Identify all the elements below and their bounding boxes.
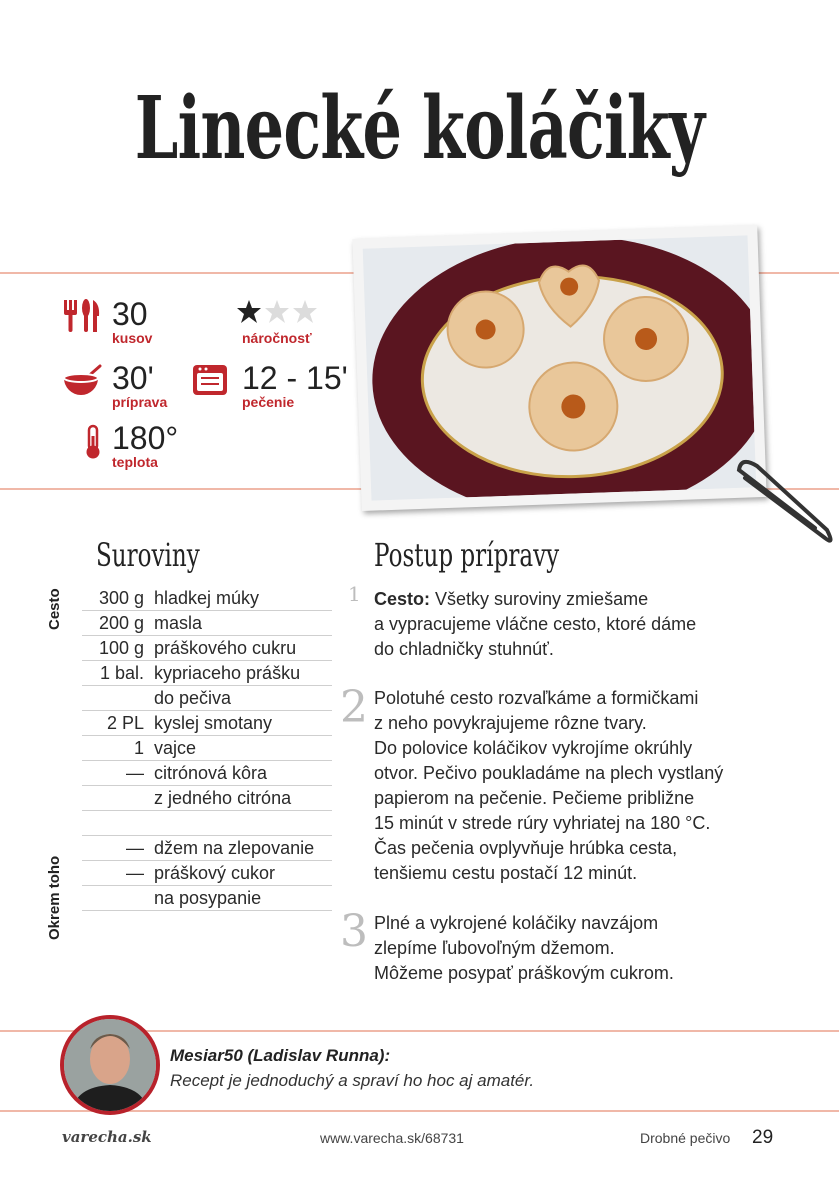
step-number-2: 2 <box>340 682 368 733</box>
bake-label: pečenie <box>242 394 295 410</box>
temp-label: teplota <box>112 454 158 470</box>
pieces-value: 30 <box>112 296 148 332</box>
step-2-line: Čas pečenia ovplyvňuje hrúbka cesta, <box>374 838 678 858</box>
ingredient-name: džem na zlepovanie <box>154 838 315 858</box>
ingredient-name: citrónová kôra <box>154 763 268 783</box>
ingredient-name: kypriaceho prášku <box>154 663 301 683</box>
ingredient-row <box>82 836 332 861</box>
ingredient-quantity: 1 bal. <box>99 663 144 683</box>
step-3-line: Plné a vykrojené koláčiky navzájom <box>374 913 659 933</box>
ingredient-row <box>82 886 332 911</box>
ingredient-row <box>82 686 332 711</box>
step-2-line: Polotuhé cesto rozvaľkáme a formičkami <box>374 688 699 708</box>
author-avatar <box>60 1015 160 1115</box>
footer-category: Drobné pečivo <box>640 1130 731 1146</box>
ingredient-name: masla <box>154 613 203 633</box>
ingredient-row <box>82 661 332 686</box>
stat-bake <box>242 362 348 410</box>
step-2-line: Do polovice koláčikov vykrojíme okrúhly <box>374 738 693 758</box>
ingredient-quantity: — <box>126 863 144 883</box>
ingredient-quantity: 100 g <box>98 638 144 658</box>
ingredient-name: práškového cukru <box>154 638 297 658</box>
step-3-line: zlepíme ľubovoľným džemom. <box>374 938 615 958</box>
ingredient-name: vajce <box>154 738 197 758</box>
step-2-line: 15 minút v strede rúry vyhriatej na 180 °C. <box>374 813 711 833</box>
recipe-photo <box>363 235 757 500</box>
prep-label: príprava <box>112 394 168 410</box>
ingredient-row <box>82 811 332 836</box>
stat-difficulty <box>242 330 312 346</box>
recipe-title: Linecké koláčiky <box>134 78 705 179</box>
ingredient-name: hladkej múky <box>154 588 260 608</box>
method-heading: Postup prípravy <box>374 536 560 574</box>
stat-pieces <box>112 298 152 346</box>
ingredient-quantity: 300 g <box>98 588 144 608</box>
ingredients-heading: Suroviny <box>96 536 200 574</box>
step-1-line: Všetky suroviny zmiešame <box>430 589 649 609</box>
stat-prep <box>112 362 167 410</box>
ingredient-row <box>82 611 332 636</box>
step-2-line: papierom na pečenie. Pečieme približne <box>374 788 695 808</box>
ingredient-quantity: — <box>126 838 144 858</box>
cutlery-icon <box>62 298 102 339</box>
ingredient-row <box>82 861 332 886</box>
ingredient-quantity: 200 g <box>98 613 144 633</box>
ingredient-name: na posypanie <box>154 888 262 908</box>
step-2-line: otvor. Pečivo poukladáme na plech vystlaný <box>374 763 724 783</box>
oven-icon <box>192 364 228 401</box>
ingredient-row <box>82 761 332 786</box>
ingredient-row <box>82 586 332 611</box>
step-2-line: z neho povykrajujeme rôzne tvary. <box>374 713 647 733</box>
recipe-photo-frame <box>352 225 766 511</box>
logo-text: varecha.sk <box>62 1128 152 1146</box>
step-1-line: a vypracujeme vláčne cesto, ktoré dáme <box>374 614 697 634</box>
step-number-3: 3 <box>340 906 368 957</box>
ingredient-group-cesto: Cesto <box>46 588 63 630</box>
ingredient-row <box>82 636 332 661</box>
difficulty-label: náročnosť <box>242 330 312 346</box>
thermometer-icon <box>84 424 102 465</box>
ingredient-quantity: 1 <box>133 738 144 758</box>
ingredient-row <box>82 711 332 736</box>
comment-author: Mesiar50 (Ladislav Runna): <box>170 1046 391 1065</box>
ingredient-name: práškový cukor <box>154 863 276 883</box>
stat-temp <box>112 422 178 470</box>
step-3-line: Môžeme posypať práškovým cukrom. <box>374 963 674 983</box>
varecha-logo <box>62 1128 152 1146</box>
comment-text: Recept je jednoduchý a spraví ho hoc aj amatér. <box>170 1071 535 1090</box>
ingredient-group-okrem-toho: Okrem toho <box>46 855 63 940</box>
ingredient-quantity: — <box>126 763 144 783</box>
mixing-bowl-icon <box>62 364 104 403</box>
step-3 <box>374 911 674 986</box>
prep-value: 30' <box>112 360 154 396</box>
step-1-bold: Cesto: <box>374 589 431 609</box>
ingredient-name: kyslej smotany <box>154 713 273 733</box>
step-2-line: tenšiemu cestu postačí 12 minút. <box>374 863 638 883</box>
ingredient-name: do pečiva <box>154 688 232 708</box>
step-2 <box>374 686 723 886</box>
step-number-1: 1 <box>348 582 361 606</box>
paperclip-icon <box>735 458 839 553</box>
pieces-label: kusov <box>112 330 153 346</box>
step-1 <box>374 587 696 662</box>
page-number: 29 <box>752 1127 774 1148</box>
bake-value: 12 - 15' <box>242 360 348 396</box>
ingredient-quantity: 2 PL <box>106 713 144 733</box>
ingredient-row <box>82 786 332 811</box>
difficulty-stars-icon <box>236 299 320 330</box>
ingredient-name: z jedného citróna <box>154 788 292 808</box>
temp-value: 180° <box>112 420 179 456</box>
ingredient-row <box>82 736 332 761</box>
footer-url[interactable]: www.varecha.sk/68731 <box>320 1130 464 1146</box>
step-1-line: do chladničky stuhnúť. <box>374 639 554 659</box>
